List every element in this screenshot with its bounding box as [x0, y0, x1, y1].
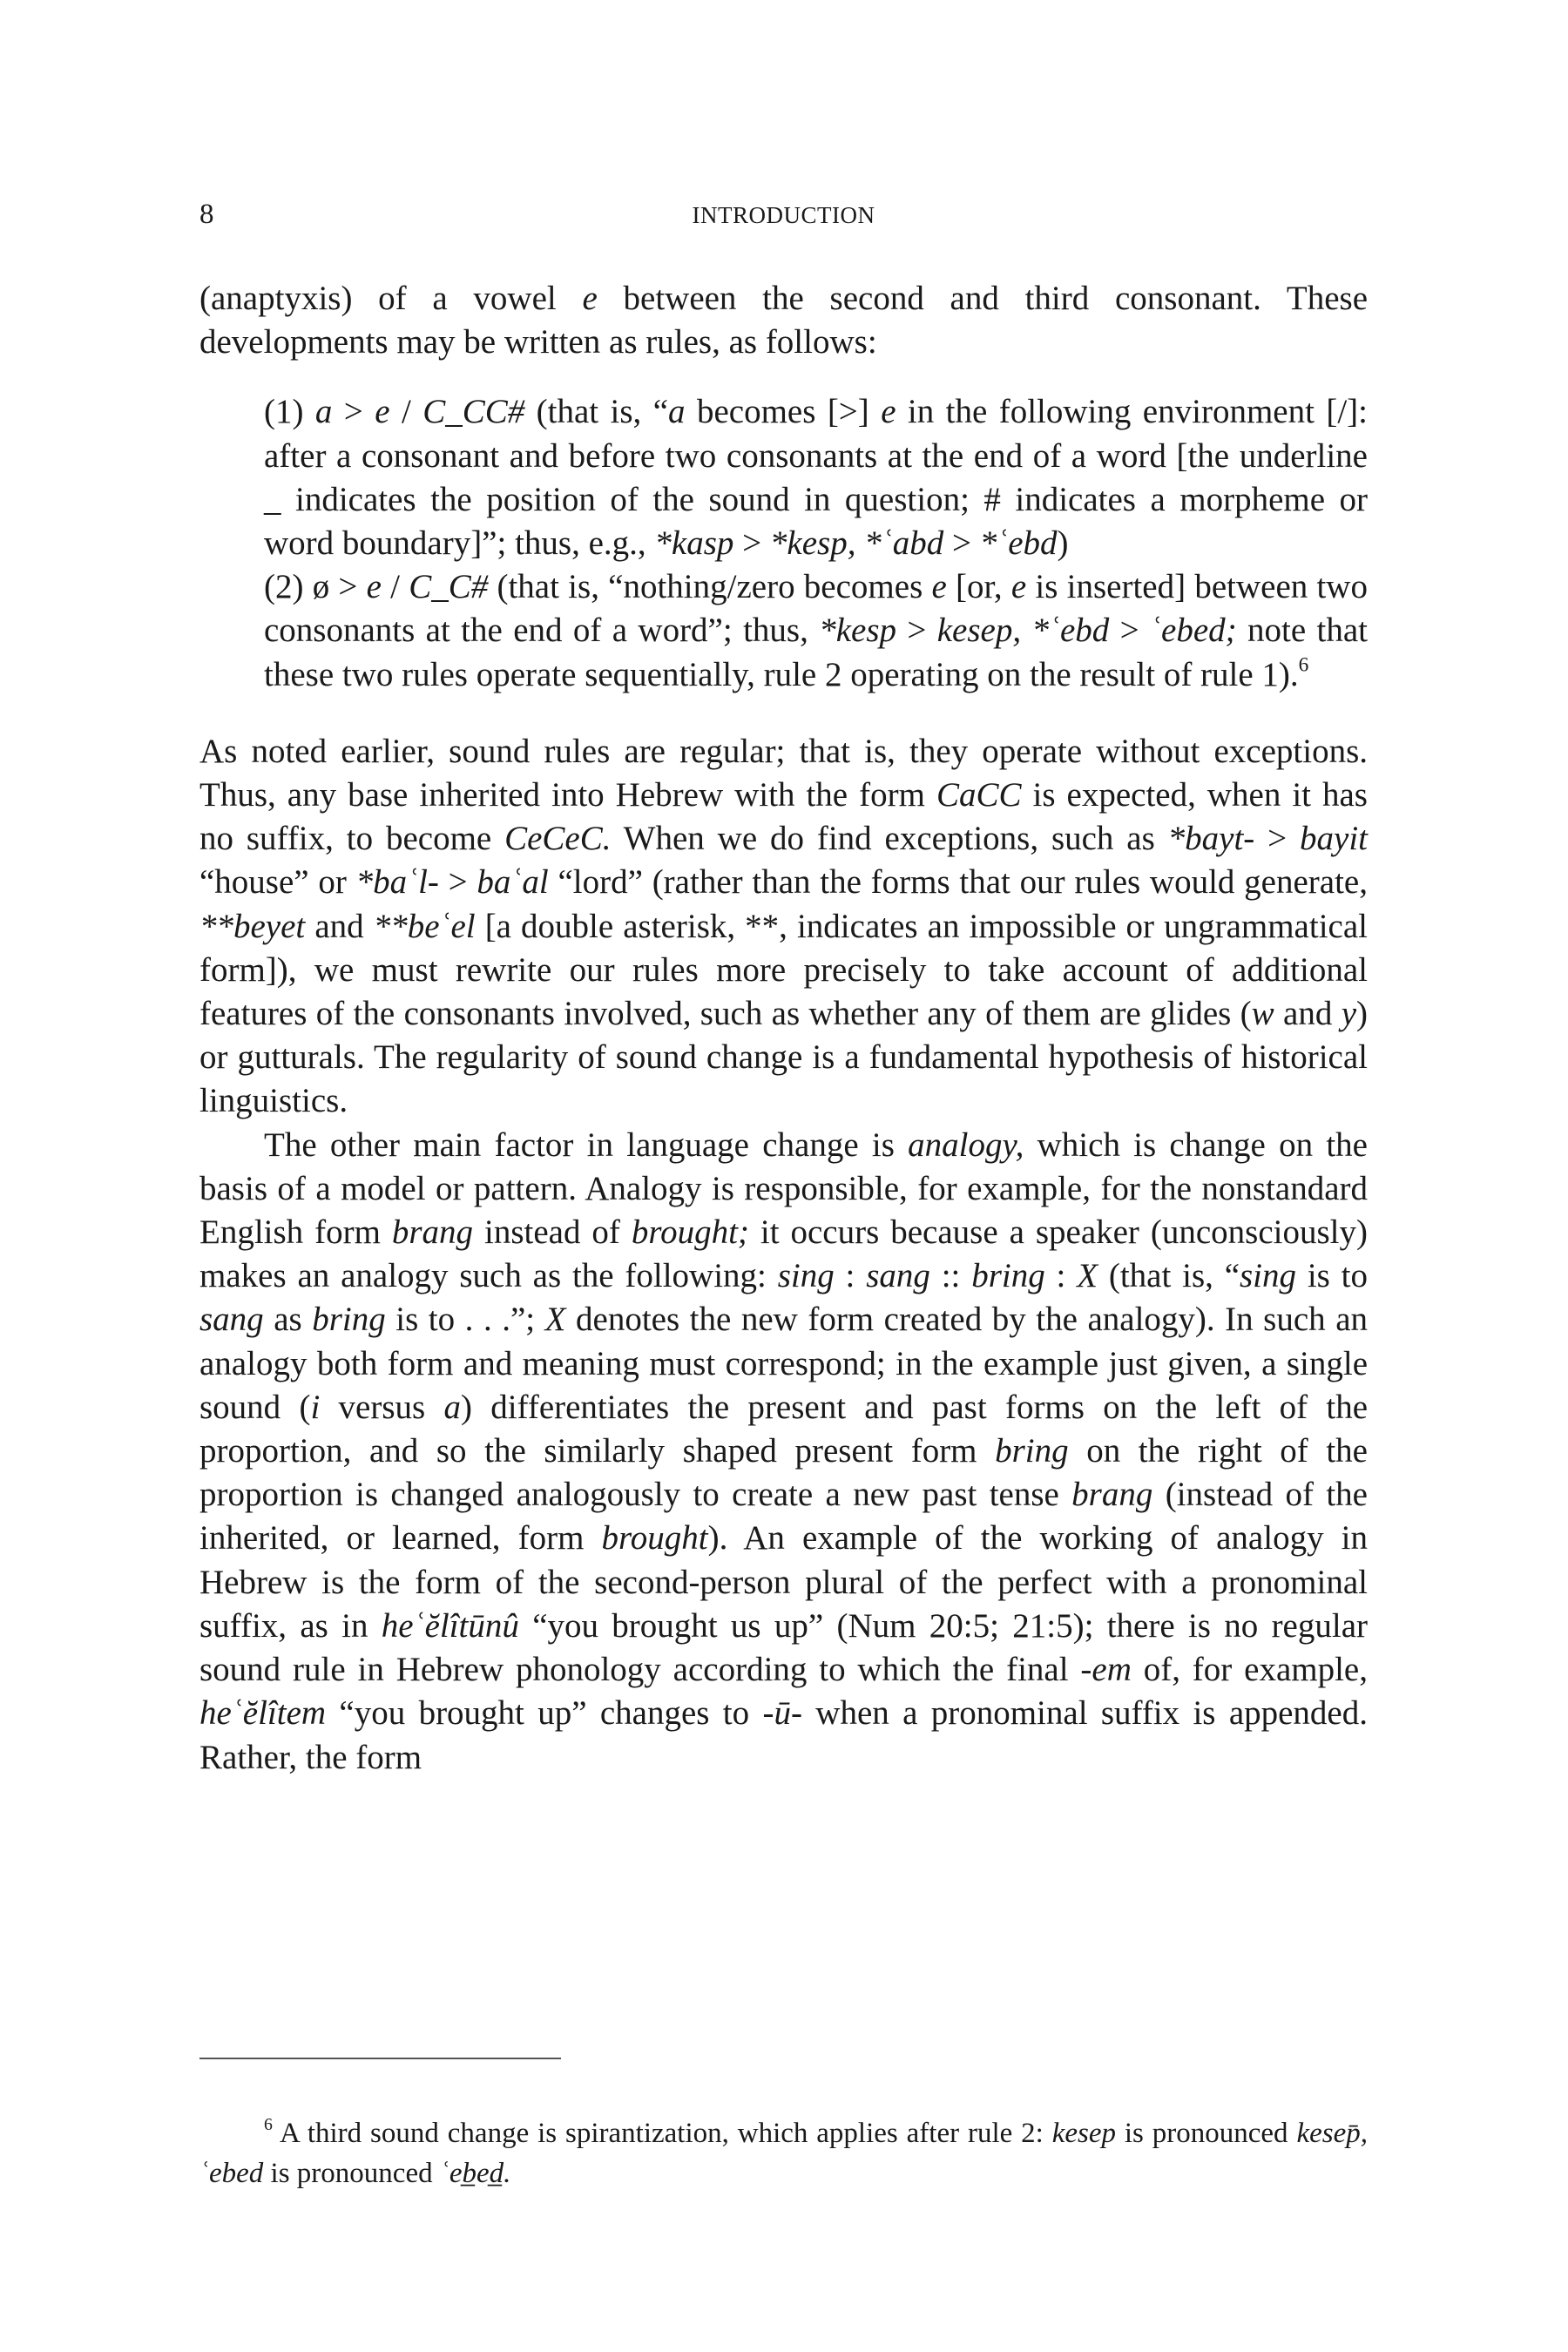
- text-run: A third sound change is spirantization, which applies after rule 2:: [272, 2118, 1052, 2149]
- italic-term: kesep: [1051, 2118, 1116, 2149]
- text-run: instead of: [473, 1213, 632, 1252]
- text-run: is pronounced: [263, 2158, 440, 2189]
- text-run: :: [1044, 1257, 1078, 1295]
- text-run: is to: [1296, 1257, 1368, 1295]
- italic-term: brang: [391, 1213, 474, 1252]
- text-run: (instead of the inherited, or learned, form: [199, 1476, 1368, 1558]
- italic-term: analogy,: [908, 1125, 1024, 1164]
- text-run: >: [332, 393, 375, 431]
- italic-term: e: [1010, 568, 1027, 606]
- text-run: it occurs because a speaker (unconsciously) makes an analogy such as the following:: [199, 1213, 1368, 1295]
- rule-2: [264, 565, 1368, 697]
- footnote-marker: 6: [264, 2115, 273, 2135]
- sound-rules: [264, 390, 1368, 696]
- text-run: in the following environment [/]: after a consonant and before two consonants at the end of a word [the underline _ indicates the position of the sound in question; # indicates a morpheme or word boundary]”; thus, e.g.,: [264, 393, 1368, 563]
- italic-term: ʿebed: [199, 2158, 264, 2189]
- italic-term: baʿal: [476, 863, 549, 902]
- rule-1: [264, 390, 1368, 565]
- text-run: >: [1109, 612, 1151, 650]
- italic-term: heʿĕlîtem: [199, 1694, 327, 1733]
- text-run: [a double asterisk, **, indicates an impossible or ungrammatical form]), we must rewrite our rules more precisely to take account of additional features of the consonants involved, such as whether any of them are glides (: [199, 907, 1368, 1033]
- footnote-6: [199, 2113, 1368, 2193]
- italic-term: -em: [1080, 1651, 1132, 1689]
- text-run: “you brought us up” (Num 20:5; 21:5); there is no regular sound rule in Hebrew phonology according to which the final: [199, 1606, 1369, 1689]
- italic-term: brought: [601, 1519, 708, 1558]
- text-run: /: [389, 393, 423, 431]
- italic-term: *kesp,: [769, 524, 856, 563]
- text-run: is expected, when it has no suffix, to become: [199, 776, 1368, 858]
- text-run: [or,: [946, 568, 1011, 606]
- page-number: 8: [199, 199, 214, 230]
- italic-term: sang: [199, 1301, 264, 1339]
- italic-term: w: [1251, 995, 1274, 1033]
- page-header: [199, 199, 1368, 233]
- text-run: (2) ø >: [264, 568, 367, 606]
- text-run: [855, 524, 864, 562]
- italic-term: C_C#: [409, 568, 489, 606]
- italic-term: a: [443, 1388, 461, 1426]
- text-run: ) differentiates the present and past forms on the left of the proportion, and so the similarly shaped present form: [199, 1388, 1369, 1470]
- text-run: and: [1274, 995, 1342, 1033]
- italic-term: *ʿebd: [1031, 612, 1110, 650]
- text-run: note that these two rules operate sequentially, rule 2 operating on the result of rule 1).: [264, 612, 1368, 693]
- text-run: ) or gutturals. The regularity of sound change is a fundamental hypothesis of historical linguistics.: [199, 995, 1368, 1120]
- body-text: [199, 277, 1368, 1780]
- italic-term: **beyet: [199, 907, 306, 945]
- italic-term: e: [881, 393, 896, 431]
- italic-term: heʿĕlîtūnû: [381, 1606, 519, 1645]
- text-run: “you brought up” changes to: [326, 1694, 763, 1733]
- text-run: versus: [320, 1388, 444, 1426]
- italic-term: sing: [777, 1257, 835, 1295]
- italic-term: *kesp: [819, 612, 897, 650]
- text-run: when a pronominal suffix is appended. Rather, the form: [199, 1694, 1368, 1776]
- italic-term: sing: [1240, 1257, 1297, 1295]
- italic-term: brought;: [631, 1213, 749, 1252]
- text-run: (that is, “: [1098, 1257, 1240, 1295]
- text-run: :: [834, 1257, 867, 1295]
- italic-term: bring: [312, 1301, 386, 1339]
- italic-term: ʿeb̲ed̲.: [439, 2158, 511, 2189]
- italic-term: a: [668, 393, 686, 431]
- italic-term: e: [366, 568, 382, 606]
- text-run: of, for example,: [1131, 1651, 1368, 1689]
- text-run: [1021, 612, 1031, 649]
- italic-term: -ū-: [762, 1694, 802, 1733]
- text-run: >: [1254, 820, 1301, 858]
- italic-term: a: [314, 393, 333, 431]
- italic-term: bring: [995, 1432, 1069, 1470]
- text-run: on the right of the proportion is changed analogously to create a new past tense: [199, 1432, 1368, 1514]
- paragraph-analogy: [199, 1124, 1368, 1780]
- text-run: When we do find exceptions, such as: [611, 820, 1168, 858]
- italic-term: X: [544, 1301, 566, 1339]
- italic-term: CaCC: [936, 776, 1022, 814]
- text-run: “lord” (rather than the forms that our rules would generate,: [548, 863, 1368, 902]
- text-run: ::: [929, 1257, 972, 1295]
- text-run: As noted earlier, sound rules are regular; that is, they operate without exceptions. Thus, any base inherited into Hebrew with the form: [199, 732, 1368, 814]
- text-run: The other main factor in language change is: [264, 1125, 909, 1164]
- text-run: (that is, “nothing/zero becomes: [488, 568, 932, 606]
- text-run: (that is, “: [524, 393, 669, 431]
- italic-term: CeCeC.: [504, 820, 612, 858]
- italic-term: **beʿel: [373, 907, 476, 945]
- italic-term: sang: [866, 1257, 930, 1295]
- italic-term: *ʿebd: [979, 524, 1058, 563]
- italic-term: *baʿl-: [355, 863, 439, 902]
- paragraph-anaptyxis: [199, 277, 1368, 364]
- text-run: >: [733, 524, 770, 563]
- text-run: ): [1057, 524, 1069, 563]
- footnote-marker: 6: [1298, 653, 1309, 677]
- italic-term: X: [1077, 1257, 1098, 1295]
- text-run: is to . . .”;: [385, 1301, 545, 1339]
- italic-term: *ʿabd: [864, 524, 944, 563]
- text-run: >: [896, 612, 937, 650]
- text-run: is pronounced: [1116, 2118, 1297, 2149]
- text-run: >: [438, 863, 477, 902]
- text-run: as: [263, 1301, 313, 1339]
- italic-term: C_CC#: [422, 393, 525, 431]
- italic-term: y: [1341, 995, 1356, 1033]
- text-run: which is change on the basis of a model or pattern. Analogy is responsible, for example, for the nonstandard English form: [199, 1125, 1368, 1252]
- text-run: (anaptyxis) of a vowel: [199, 280, 583, 317]
- text-run: and: [305, 907, 374, 945]
- italic-term: brang: [1071, 1476, 1153, 1514]
- italic-term: kesep̄,: [1296, 2118, 1368, 2149]
- text-run: /: [381, 568, 409, 606]
- running-head: INTRODUCTION: [692, 202, 875, 228]
- italic-term: bring: [971, 1257, 1045, 1295]
- text-run: >: [943, 524, 980, 563]
- italic-term: bayit: [1300, 820, 1369, 858]
- text-run: between the second and third consonant. These developments may be written as rules, as follows:: [199, 280, 1369, 362]
- text-run: denotes the new form created by the analogy). In such an analogy both form and meaning must correspond; in the example just given, a single sound (: [199, 1301, 1369, 1426]
- italic-term: kesep,: [936, 612, 1022, 650]
- italic-term: e: [582, 280, 598, 317]
- text-run: is inserted] between two consonants at the end of a word”; thus,: [264, 568, 1368, 650]
- text-run: becomes [>]: [685, 393, 882, 431]
- text-run: ). An example of the working of analogy in Hebrew is the form of the second-person plural of the perfect with a pronominal suffix, as in: [199, 1519, 1368, 1645]
- paragraph-regularity: [199, 730, 1368, 1124]
- italic-term: *bayt-: [1167, 820, 1255, 858]
- footnote-divider: [199, 2058, 561, 2059]
- italic-term: *kasp: [654, 524, 734, 563]
- text-run: “house” or: [199, 863, 356, 902]
- italic-term: ʿebed;: [1150, 612, 1237, 650]
- italic-term: e: [931, 568, 947, 606]
- text-run: (1): [264, 393, 315, 431]
- italic-term: i: [310, 1388, 321, 1426]
- italic-term: e: [375, 393, 390, 431]
